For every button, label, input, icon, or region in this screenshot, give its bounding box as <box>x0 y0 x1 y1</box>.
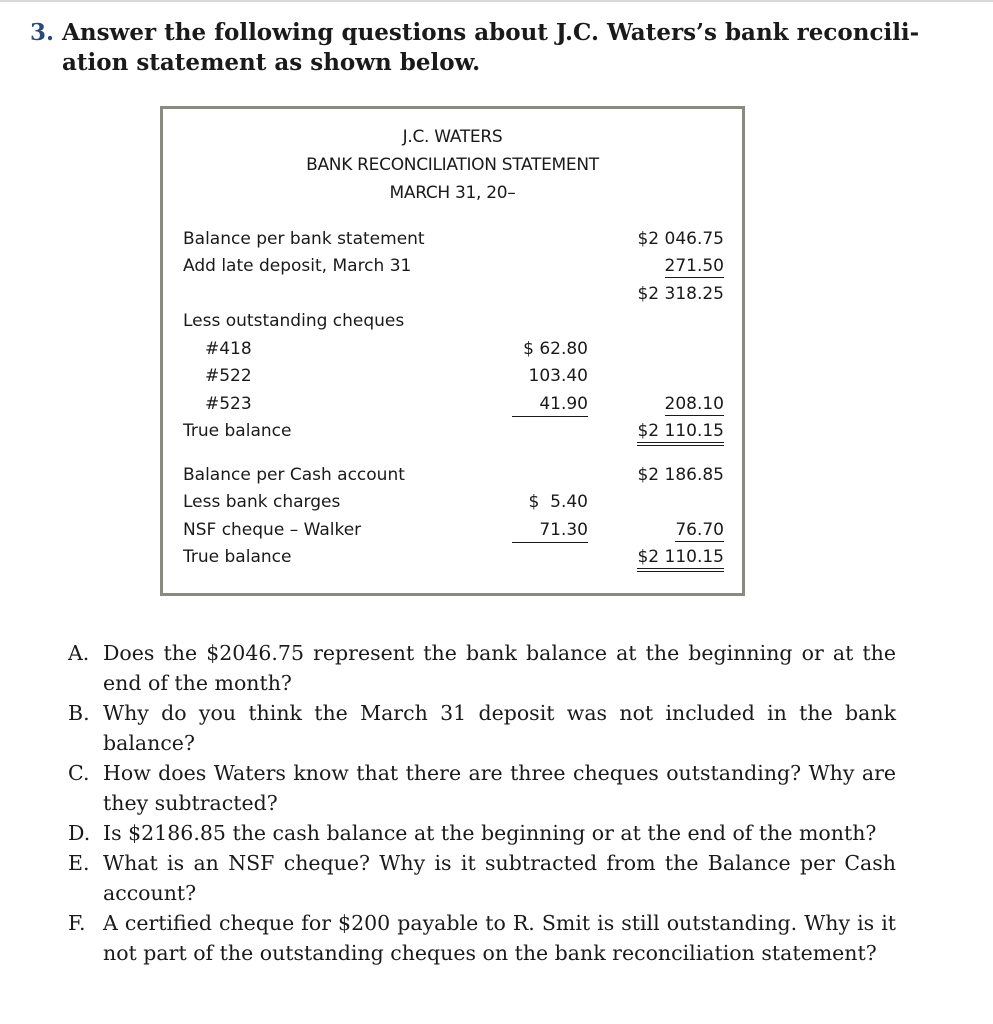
sub-questions-list <box>68 638 896 968</box>
sub-question-text: A certified cheque for $200 payable to R. Smit is still outstanding. Why is it not part of the outstanding cheques on the bank reconciliation statement? <box>103 911 896 965</box>
cash-true-balance-label: True balance <box>183 547 292 567</box>
sub-question <box>68 908 896 968</box>
cheque-number: #522 <box>205 366 252 386</box>
nsf-cheque-value: 71.30 <box>539 520 588 540</box>
sub-question-text: Does the $2046.75 represent the bank balance at the beginning or at the end of the month? <box>103 641 896 695</box>
sub-question-text: What is an NSF cheque? Why is it subtracted from the Balance per Cash account? <box>103 851 896 905</box>
sub-question <box>68 818 896 848</box>
cheque-amount: $ 62.80 <box>523 339 588 359</box>
sub-question <box>68 758 896 818</box>
sub-question-text: Why do you think the March 31 deposit was not included in the bank balance? <box>103 701 896 755</box>
bank-balance-label: Balance per bank statement <box>183 229 425 249</box>
bank-charges-label: Less bank charges <box>183 492 341 512</box>
sub-question-letter: D. <box>68 821 91 845</box>
top-divider <box>0 0 993 2</box>
sub-question <box>68 638 896 698</box>
cash-balance-label: Balance per Cash account <box>183 465 405 485</box>
sub-question-letter: E. <box>68 851 90 875</box>
cash-deductions-underline <box>512 542 588 543</box>
sub-question-text: Is $2186.85 the cash balance at the beginning or at the end of the month? <box>103 821 877 845</box>
sub-question <box>68 698 896 758</box>
question-title-line-1: Answer the following questions about J.C. Waters’s bank reconcili- <box>62 19 920 46</box>
bank-charges-value: $ 5.40 <box>528 492 588 512</box>
late-deposit-label: Add late deposit, March 31 <box>183 256 412 276</box>
statement-date: MARCH 31, 20– <box>389 183 516 203</box>
sub-question-letter: F. <box>68 911 86 935</box>
cheque-number: #523 <box>205 394 252 414</box>
cash-balance-value: $2 186.85 <box>637 465 724 485</box>
statement-title: BANK RECONCILIATION STATEMENT <box>306 155 599 175</box>
late-deposit-value: 271.50 <box>664 256 724 276</box>
sub-question-letter: A. <box>68 641 90 665</box>
nsf-cheque-label: NSF cheque – Walker <box>183 520 362 540</box>
cheque-amount: 41.90 <box>539 394 588 414</box>
cash-true-balance-value: $2 110.15 <box>637 547 724 572</box>
question-heading <box>30 18 930 78</box>
bank-true-balance-label: True balance <box>183 421 292 441</box>
bank-true-balance-value: $2 110.15 <box>637 421 724 446</box>
bank-balance-value: $2 046.75 <box>637 229 724 249</box>
cheque-number: #418 <box>205 339 252 359</box>
sub-question-letter: C. <box>68 761 90 785</box>
cash-deductions-total-value: 76.70 <box>675 520 724 540</box>
outstanding-total-value: 208.10 <box>664 394 724 414</box>
cheques-underline <box>512 416 588 417</box>
question-title-line-2: ation statement as shown below. <box>62 49 481 76</box>
reconciliation-statement <box>160 106 745 596</box>
sub-question-text: How does Waters know that there are three cheques outstanding? Why are they subtracted? <box>103 761 896 815</box>
statement-company: J.C. WATERS <box>402 127 503 147</box>
sub-question-letter: B. <box>68 701 90 725</box>
outstanding-cheques-label: Less outstanding cheques <box>183 311 405 331</box>
bank-subtotal-value: $2 318.25 <box>637 284 724 304</box>
cheque-amount: 103.40 <box>528 366 588 386</box>
question-number: 3. <box>30 19 55 46</box>
sub-question <box>68 848 896 908</box>
